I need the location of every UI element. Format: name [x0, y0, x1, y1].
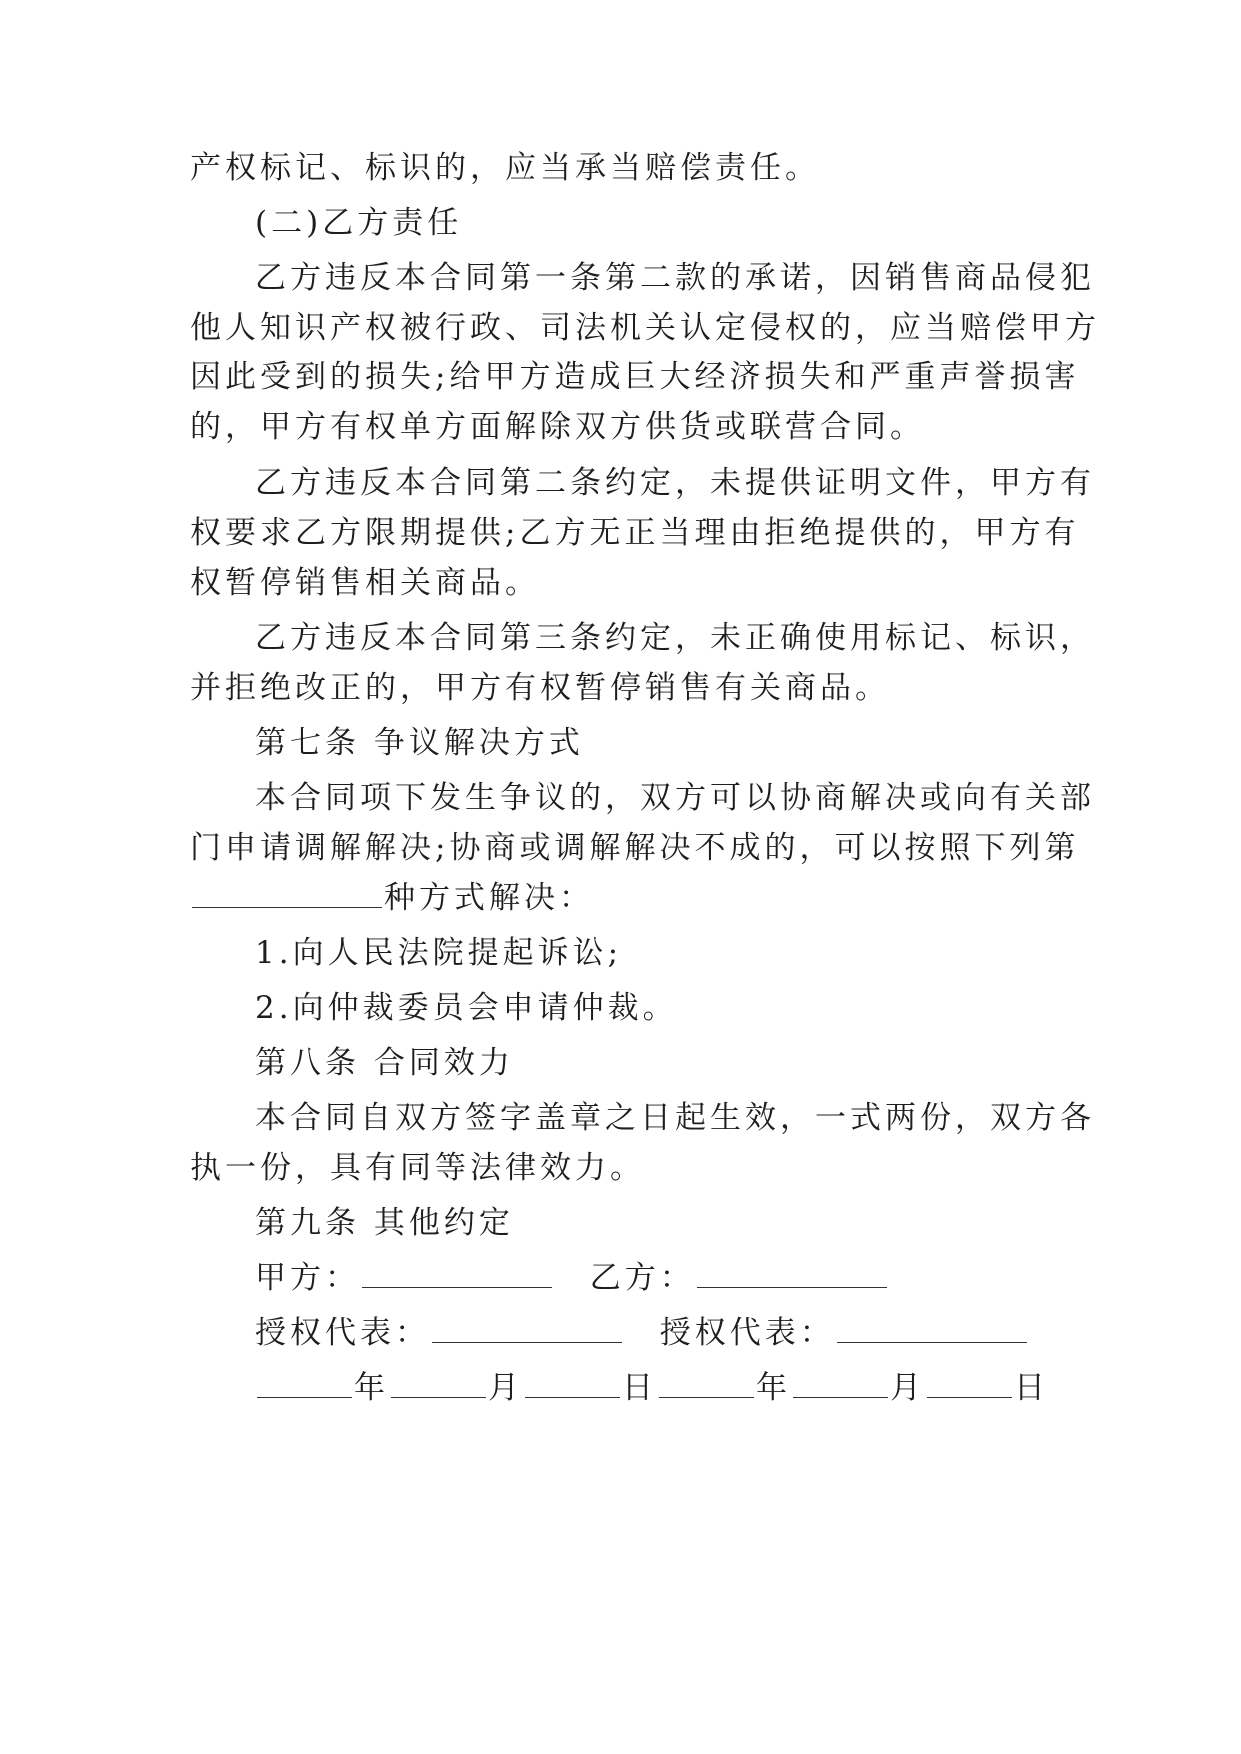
text-line: 权暂停销售相关商品。 — [190, 565, 540, 601]
text-line: 乙方违反本合同第二条约定，未提供证明文件，甲方有 — [255, 465, 1095, 501]
section-heading: (二)乙方责任 — [255, 205, 463, 241]
text-fragment: 种方式解决： — [384, 880, 594, 916]
text-line: 因此受到的损失;给甲方造成巨大经济损失和严重声誉损害 — [190, 359, 1080, 395]
day-label: 日 — [1014, 1370, 1049, 1406]
text-line: 本合同项下发生争议的，双方可以协商解决或向有关部 — [255, 780, 1095, 816]
month-a-blank[interactable] — [391, 1369, 486, 1398]
text-line: 他人知识产权被行政、司法机关认定侵权的，应当赔偿甲方 — [190, 310, 1100, 346]
text-line: 门申请调解解决;协商或调解解决不成的，可以按照下列第 — [190, 830, 1080, 866]
day-b-blank[interactable] — [927, 1369, 1012, 1398]
rep-b-label: 授权代表： — [659, 1315, 835, 1351]
month-label: 月 — [488, 1370, 523, 1406]
article-heading: 第九条 其他约定 — [255, 1205, 514, 1241]
signature-rep-line — [255, 1313, 1029, 1353]
text-line: 并拒绝改正的，甲方有权暂停销售有关商品。 — [190, 670, 890, 706]
rep-a-label: 授权代表： — [255, 1315, 430, 1351]
text-line: 乙方违反本合同第一条第二款的承诺，因销售商品侵犯 — [255, 260, 1095, 296]
text-line: 乙方违反本合同第三条约定，未正确使用标记、标识， — [255, 620, 1095, 656]
list-item: 2.向仲裁委员会申请仲裁。 — [255, 990, 678, 1026]
day-label: 日 — [622, 1370, 657, 1406]
signature-date-line — [255, 1368, 1049, 1408]
year-a-blank[interactable] — [257, 1369, 352, 1398]
rep-a-blank[interactable] — [432, 1314, 622, 1343]
month-b-blank[interactable] — [793, 1369, 888, 1398]
text-line: 本合同自双方签字盖章之日起生效，一式两份，双方各 — [255, 1100, 1095, 1136]
text-line: 权要求乙方限期提供;乙方无正当理由拒绝提供的，甲方有 — [190, 515, 1080, 551]
party-b-label: 乙方： — [589, 1260, 695, 1296]
article-heading: 第七条 争议解决方式 — [255, 725, 584, 761]
text-line-with-blank — [190, 878, 594, 918]
fill-in-blank[interactable] — [192, 879, 382, 908]
month-label: 月 — [890, 1370, 925, 1406]
article-heading: 第八条 合同效力 — [255, 1045, 514, 1081]
year-label: 年 — [354, 1370, 389, 1406]
rep-b-blank[interactable] — [837, 1314, 1027, 1343]
text-line: 执一份，具有同等法律效力。 — [190, 1150, 645, 1186]
list-item: 1.向人民法院提起诉讼; — [255, 935, 623, 971]
party-a-blank[interactable] — [362, 1259, 552, 1288]
year-label: 年 — [756, 1370, 791, 1406]
party-b-blank[interactable] — [697, 1259, 887, 1288]
year-b-blank[interactable] — [659, 1369, 754, 1398]
party-a-label: 甲方： — [255, 1260, 360, 1296]
text-line: 产权标记、标识的，应当承当赔偿责任。 — [190, 150, 820, 186]
signature-party-line — [255, 1258, 889, 1298]
text-line: 的，甲方有权单方面解除双方供货或联营合同。 — [190, 409, 925, 445]
day-a-blank[interactable] — [525, 1369, 620, 1398]
